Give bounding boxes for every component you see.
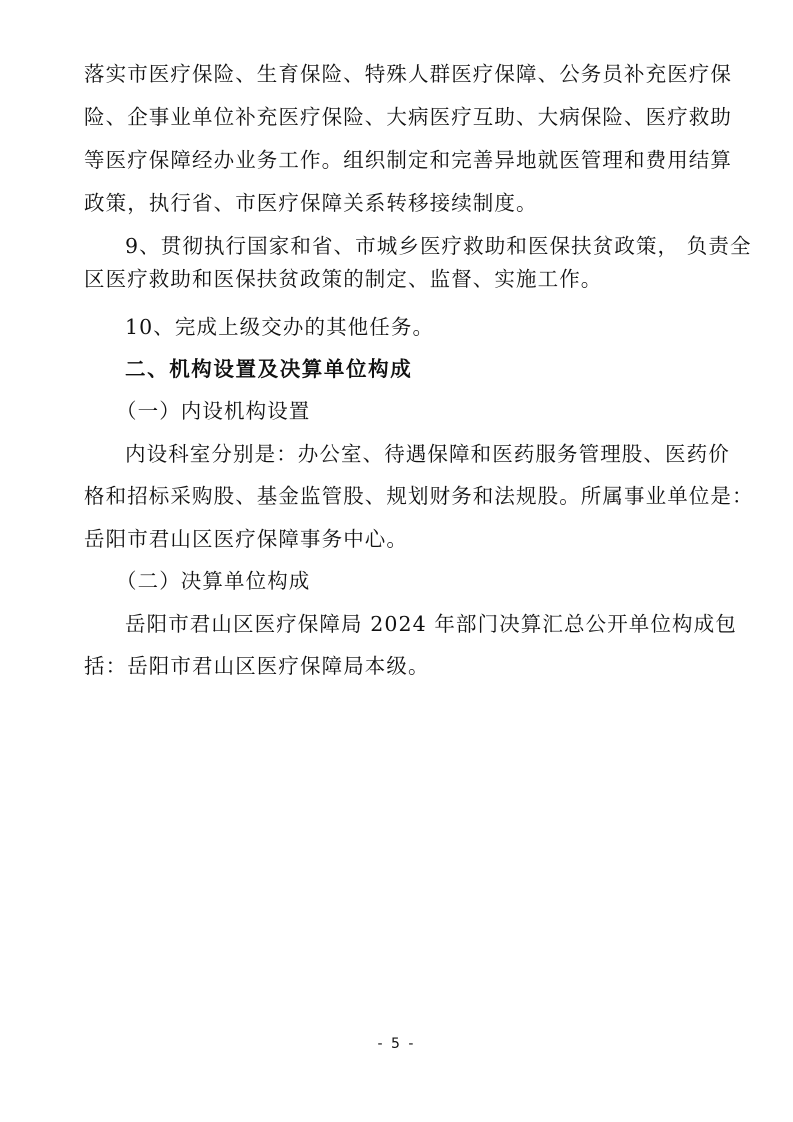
subsection-2-line-2: 括：岳阳市君山区医疗保障局本级。 [84,654,430,678]
paragraph-8-line-4: 政策，执行省、市医疗保障关系转移接续制度。 [84,191,538,215]
section-heading: 二、机构设置及决算单位构成 [125,357,413,381]
paragraph-8-line-1: 落实市医疗保险、生育保险、特殊人群医疗保障、公务员补充医疗保 [84,62,732,86]
subsection-1-line-1: 内设科室分别是：办公室、待遇保障和医药服务管理股、医药价 [125,442,730,466]
subsection-1-heading: （一）内设机构设置 [116,399,311,423]
paragraph-8-line-3: 等医疗保障经办业务工作。组织制定和完善异地就医管理和费用结算 [84,148,732,172]
paragraph-9-line-1: 9、贯彻执行国家和省、市城乡医疗救助和医保扶贫政策， 负责全 [125,234,752,258]
paragraph-9-line-2: 区医疗救助和医保扶贫政策的制定、监督、实施工作。 [84,267,603,291]
subsection-1-line-2: 格和招标采购股、基金监管股、规划财务和法规股。所属事业单位是： [84,484,754,508]
subsection-1-line-3: 岳阳市君山区医疗保障事务中心。 [84,527,408,551]
subsection-2-heading: （二）决算单位构成 [116,569,311,593]
page-number: - 5 - [377,1036,416,1052]
paragraph-10-line-1: 10、完成上级交办的其他任务。 [125,315,435,339]
subsection-2-line-1: 岳阳市君山区医疗保障局 2024 年部门决算汇总公开单位构成包 [125,612,737,636]
paragraph-8-line-2: 险、企事业单位补充医疗保险、大病医疗互助、大病保险、医疗救助 [84,105,732,129]
